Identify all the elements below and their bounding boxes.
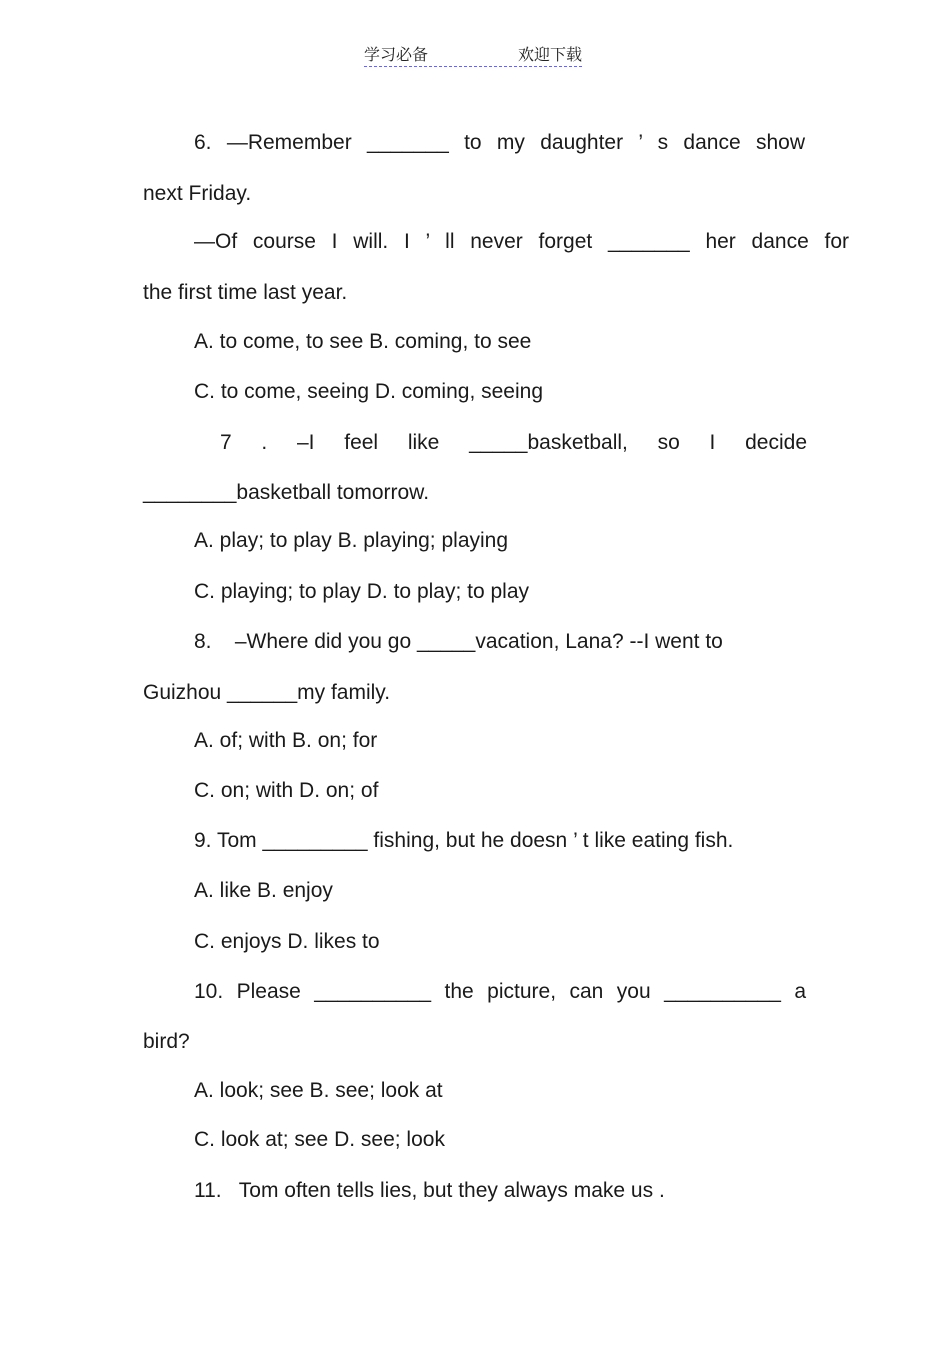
question-10-stem: 10. Please __________ the picture, can you __________ a	[194, 980, 806, 1003]
question-6-stem: 6. —Remember _______ to my daughter ’ s dance show	[194, 131, 805, 154]
question-6-options-ab: A. to come, to see B. coming, to see	[194, 330, 532, 353]
question-8-stem-continued: Guizhou ______my family.	[143, 681, 391, 704]
header-left-text: 学习必备	[364, 45, 429, 64]
question-6-options-cd: C. to come, seeing D. coming, seeing	[194, 380, 544, 403]
question-7-stem: 7 . –I feel like _____basketball, so I decide	[220, 431, 807, 454]
question-6-stem-continued: next Friday.	[143, 182, 252, 205]
question-10-options-cd: C. look at; see D. see; look	[194, 1128, 445, 1151]
header-right-text: 欢迎下载	[517, 45, 582, 64]
question-6-reply-continued: the first time last year.	[143, 281, 348, 304]
question-7-options-cd: C. playing; to play D. to play; to play	[194, 580, 530, 603]
question-7-options-ab: A. play; to play B. playing; playing	[194, 529, 509, 552]
question-7-stem-continued: ________basketball tomorrow.	[143, 481, 430, 504]
page-header	[364, 40, 582, 67]
question-9-options-ab: A. like B. enjoy	[194, 879, 333, 902]
question-11-stem: 11. Tom often tells lies, but they always make us .	[194, 1179, 665, 1202]
question-8-options-ab: A. of; with B. on; for	[194, 729, 378, 752]
question-10-options-ab: A. look; see B. see; look at	[194, 1079, 443, 1102]
question-9-options-cd: C. enjoys D. likes to	[194, 930, 380, 953]
question-10-stem-continued: bird?	[143, 1030, 190, 1053]
question-8-options-cd: C. on; with D. on; of	[194, 779, 379, 802]
question-9-stem: 9. Tom _________ fishing, but he doesn ’ t like eating fish.	[194, 829, 734, 852]
question-8-stem: 8. –Where did you go _____vacation, Lana? --I went to	[194, 630, 723, 653]
question-6-reply: —Of course I will. I ’ ll never forget _______ her dance for	[194, 230, 849, 253]
